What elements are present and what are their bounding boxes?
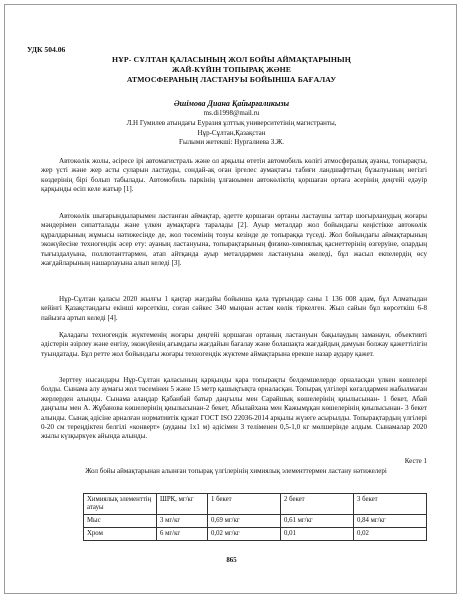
table-cell: 0,02 [354,528,427,541]
table-header-cell: 3 бекет [354,494,427,515]
body-paragraph: Қаладағы техногендік жүктеменің жоғары деңгейі қоршаған ортаның ластануын бақылаудың заманауи, объективті әдістерін әзірлеу және енгізу, экожүйенің ағымдағы жағдайын бағалау және болашақта жағдайдың дамуын болжау қажеттілігін туындатады. Бұл ретте жол бойындағы жоғары техногендік жүктеме аймақтарына ерекше назар аудару қажет. [41,331,427,358]
elements-table [83,493,427,541]
body-paragraph: Автокөлік жолы, әсіресе ірі автомагистраль және ол арқылы өтетін автомобиль көлігі атмосфералық ауаны, топырақты, жер үсті және жер асты суларын ластауды, сондай-ақ оған іргелес аумақтағы табиғи ландшафттың бұзылуының негізгі көздерінің бірі болып табылады. Автомобиль паркінің ұлғаюымен автокөліктің қоршаған ортаға əсерінің деңгейі едәуір қарқынды өсіп келе жатыр [1]. [41,157,427,194]
table-caption: Жол бойы аймақтарынан алынған топырақ үлгілерінің химиялық элементтермен ластану нәтижелері [85,467,387,475]
title-line: НҰР- СҰЛТАН ҚАЛАСЫНЫҢ ЖОЛ БОЙЫ АЙМАҚТАРЫНЫҢ [112,55,351,64]
affiliation-line: Л.Н Гумилев атындағы Еуразия ұлттық университетінің магистранты, [126,119,337,127]
table-cell: Хром [84,528,157,541]
body-paragraph: Зерттеу нысандары Нұр-Сұлтан қаласының қарқынды қара топырақты белдемшелерде орналасқан үлкен көшелері болды. Сынама алу аумағы жол төсемінен 5 және 15 метр қашықтықта орналасқан. Топырақ үлгілері көгалдармен жабылмаған жерлерден алынды. Сынама алаңдар Қабанбай батыр даңғылы мен Сарайшық көшелерінің қиылысынан- 1 бекет, Абай даңғылы мен А. Жұбанова көшелерінің қиылысынан-2 бекет, Абылайхана мен Кажымұқан көшелерінің қиылысынан- 3 бекет алынды. Сынақ әдісіне арналған нормативтік құжат ГОСТ ISO 22036-2014 арқылы жүзеге асырылды. Топырақтардың үлгілері 0-20 см тереңдіктен белгілі «конверт» (ауданы 1х1 м) әдісімен 3 теліменен 0,5-1,0 кг мөлшерінде алдым. Сынамалар 2020 жылы күзқыркүек айында алынды. [41,376,427,441]
table-cell: 0,02 мг/кг [208,528,281,541]
table-cell: 0,84 мг/кг [354,515,427,528]
table-cell: Мыс [84,515,157,528]
table-cell: 6 мг/кг [157,528,208,541]
table-header-row [84,494,427,515]
title-line: ЖАЙ-КҮЙІН ТОПЫРАҚ ЖӘНЕ [171,65,292,74]
author-email: ms.di1998@mail.ru [203,109,260,117]
paper-page [4,4,457,594]
table-cell: 0,01 [281,528,354,541]
table-header-cell: ШРК, мг/кг [157,494,208,515]
table-header-cell: Химиялық элементтің атауы [84,494,157,515]
page-number: 865 [226,557,237,564]
table-row [84,515,427,528]
author-affiliation [25,119,438,148]
table-cell: 0,61 мг/кг [281,515,354,528]
table-header-cell: 2 бекет [281,494,354,515]
paper-title [25,55,438,85]
table-label: Кесте 1 [404,457,427,465]
title-line: АТМОСФЕРАНЫҢ ЛАСТАНУЫ БОЙЫНША БАҒАЛАУ [126,75,337,84]
body-paragraph: Автокөлік шығарындыларымен ластанған аймақтар, әдетте қоршаған ортаны ластаушы заттар шоғырланудың жоғары мәндерімен сипатталады және үлкен аумақтарға таралады [2]. Ауыр металдар жол бойындағы кеңістікке автокөлік құралдарының жұмысы нәтижесінде де, жол төсемінің тозуы кезінде де топыраққа түседі. Жол бойындағы аймақтарының экожүйесіне техногендік әсер ету: ауаның ластануына, топырақтарының физико-химиялық қасиеттерінің өзгеруіне, олардың тығыздалуына, поллютанттармен, атап айтқанда ауыр металдармен ластануына әкеледі, бұл жасыл екпелердің өсу жағдайларының нашарлауына алып келеді [3]. [41,212,427,268]
table-cell: 3 мг/кг [157,515,208,528]
body-paragraph: Нұр-Сұлтан қаласы 2020 жылғы 1 қаңтар жағдайы бойынша қала тұрғындар саны 1 136 008 адам, бұл Алматыдан кейінгі Қазақстандағы екінші көрсеткіш, соған сәйкес 340 мыңнан астам көлік тіркелген. Жыл сайын бұл көрсеткіш 6-8 пайызға артып келеді [4]. [41,295,427,322]
author-name: Әшімова Диана Қайырғаликызы [173,99,290,108]
udk-code: УДК 504.06 [27,45,66,54]
table-cell: 0,69 мг/кг [208,515,281,528]
table-row [84,528,427,541]
supervisor-line: Ғылыми жетекші: Нургалиева З.Ж. [178,138,285,147]
table-header-cell: 1 бекет [208,494,281,515]
affiliation-line: Нұр-Сұлтан,Қазақстан [197,128,266,137]
